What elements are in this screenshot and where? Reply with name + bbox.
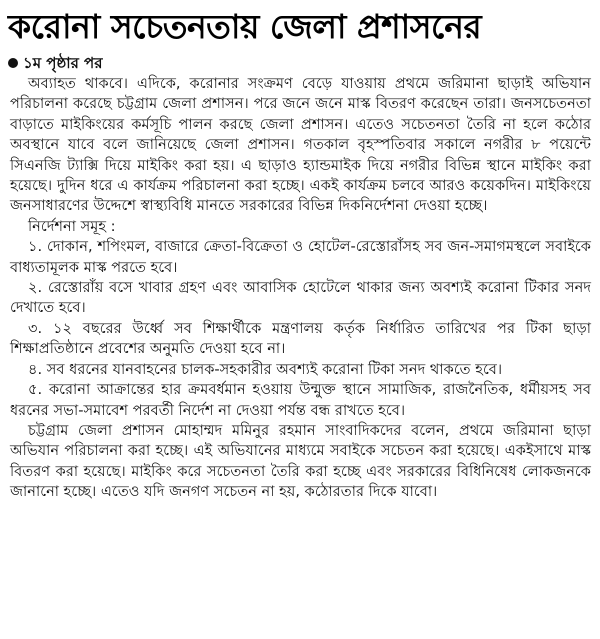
paragraph-closing: চট্টগ্রাম জেলা প্রশাসন মোহাম্মদ মমিনুর রহমান সাংবাদিকদের বলেন, প্রথমে জরিমানা ছাড়া অভিযান পরিচালনা করা হচ্ছে। এই অভিযানের মাধ্যমে সবাইকে সচেতন করা হয়েছে। একইসাথে মাস্ক বিতরণ করা হয়েছে। মাইকিং করে সচেতনতা তৈরি করা হচ্ছে এবং সরকারের বিধিনিষেধ লোকজনকে জানানো হচ্ছে। এতেও যদি জনগণ সচেতন না হয়, কঠোরতার দিকে যাবো। xyxy=(10,421,591,501)
directives-heading: নির্দেশনা সমূহ : xyxy=(28,217,116,235)
bullet-icon xyxy=(8,58,18,68)
continuation-line xyxy=(0,52,600,74)
paragraph-intro: অব্যাহত থাকবে। এদিকে, করোনার সংক্রমণ বেড়ে যাওয়ায় প্রথমে জরিমানা ছাড়াই অভিযান পরিচালনা করেছে চট্টগ্রাম জেলা প্রশাসন। পরে জনে জনে মাস্ক বিতরণ করেছেন তারা। জনসচেতনতা বাড়াতে মাইকিংয়ের কর্মসূচি পালন করছে জেলা প্রশাসন। এতেও সচেতনতা তৈরি না হলে কঠোর অবস্থানে যাবে বলে জানিয়েছে জেলা প্রশাসন। গতকাল বৃহস্পতিবার সকালে নগরীর ৮ পয়েন্টে সিএনজি ট্যাক্সি দিয়ে মাইকিং করা হয়। এ ছাড়াও হ্যান্ডমাইক দিয়ে নগরীর বিভিন্ন স্থানে মাইকিং করা হয়েছে। দুদিন ধরে এ কার্যক্রম পরিচালনা করা হচ্ছে। একই কার্যক্রম চলবে আরও কয়েকদিন। মাইকিংয়ে জনসাধারণের উদ্দেশে স্বাস্থ্যবিধি মানতে সরকারের বিভিন্ন দিকনির্দেশনা দেওয়া হচ্ছে। xyxy=(10,75,591,215)
continued-from-label: ১ম পৃষ্ঠার পর xyxy=(23,54,103,72)
directive-item-5: ৫. করোনা আক্রান্তের হার ক্রমবর্ধমান হওয়ায় উন্মুক্ত স্থানে সামাজিক, রাজনৈতিক, ধর্মীয়সহ সব ধরনের সভা-সমাবেশ পরবর্তী নির্দেশ না দেওয়া পর্যন্ত বন্ধ রাখতে হবে। xyxy=(10,381,591,419)
directive-item-4: ৪. সব ধরনের যানবাহনের চালক-সহকারীর অবশ্যই করোনা টিকা সনদ থাকতে হবে। xyxy=(28,360,503,378)
headline: করোনা সচেতনতায় জেলা প্রশাসনের xyxy=(8,7,482,46)
directive-item-3: ৩. ১২ বছরের উর্ধ্বে সব শিক্ষার্থীকে মন্ত্রণালয় কর্তৃক নির্ধারিত তারিখের পর টিকা ছাড়া শিক্ষাপ্রতিষ্ঠানে প্রবেশের অনুমতি দেওয়া হবে না। xyxy=(10,319,591,358)
directive-item-2: ২. রেস্তোরাঁয় বসে খাবার গ্রহণ এবং আবাসিক হোটেলে থাকার জন্য অবশ্যই করোনা টিকার সনদ দেখাতে হবে। xyxy=(10,279,591,317)
article-body xyxy=(0,74,600,503)
directive-item-1: ১. দোকান, শপিংমল, বাজারে ক্রেতা-বিক্রেতা ও হোটেল-রেস্তোরাঁসহ সব জন-সমাগমস্থলে সবাইকে বাধ্যতামূলক মাস্ক পরতে হবে। xyxy=(10,238,591,276)
